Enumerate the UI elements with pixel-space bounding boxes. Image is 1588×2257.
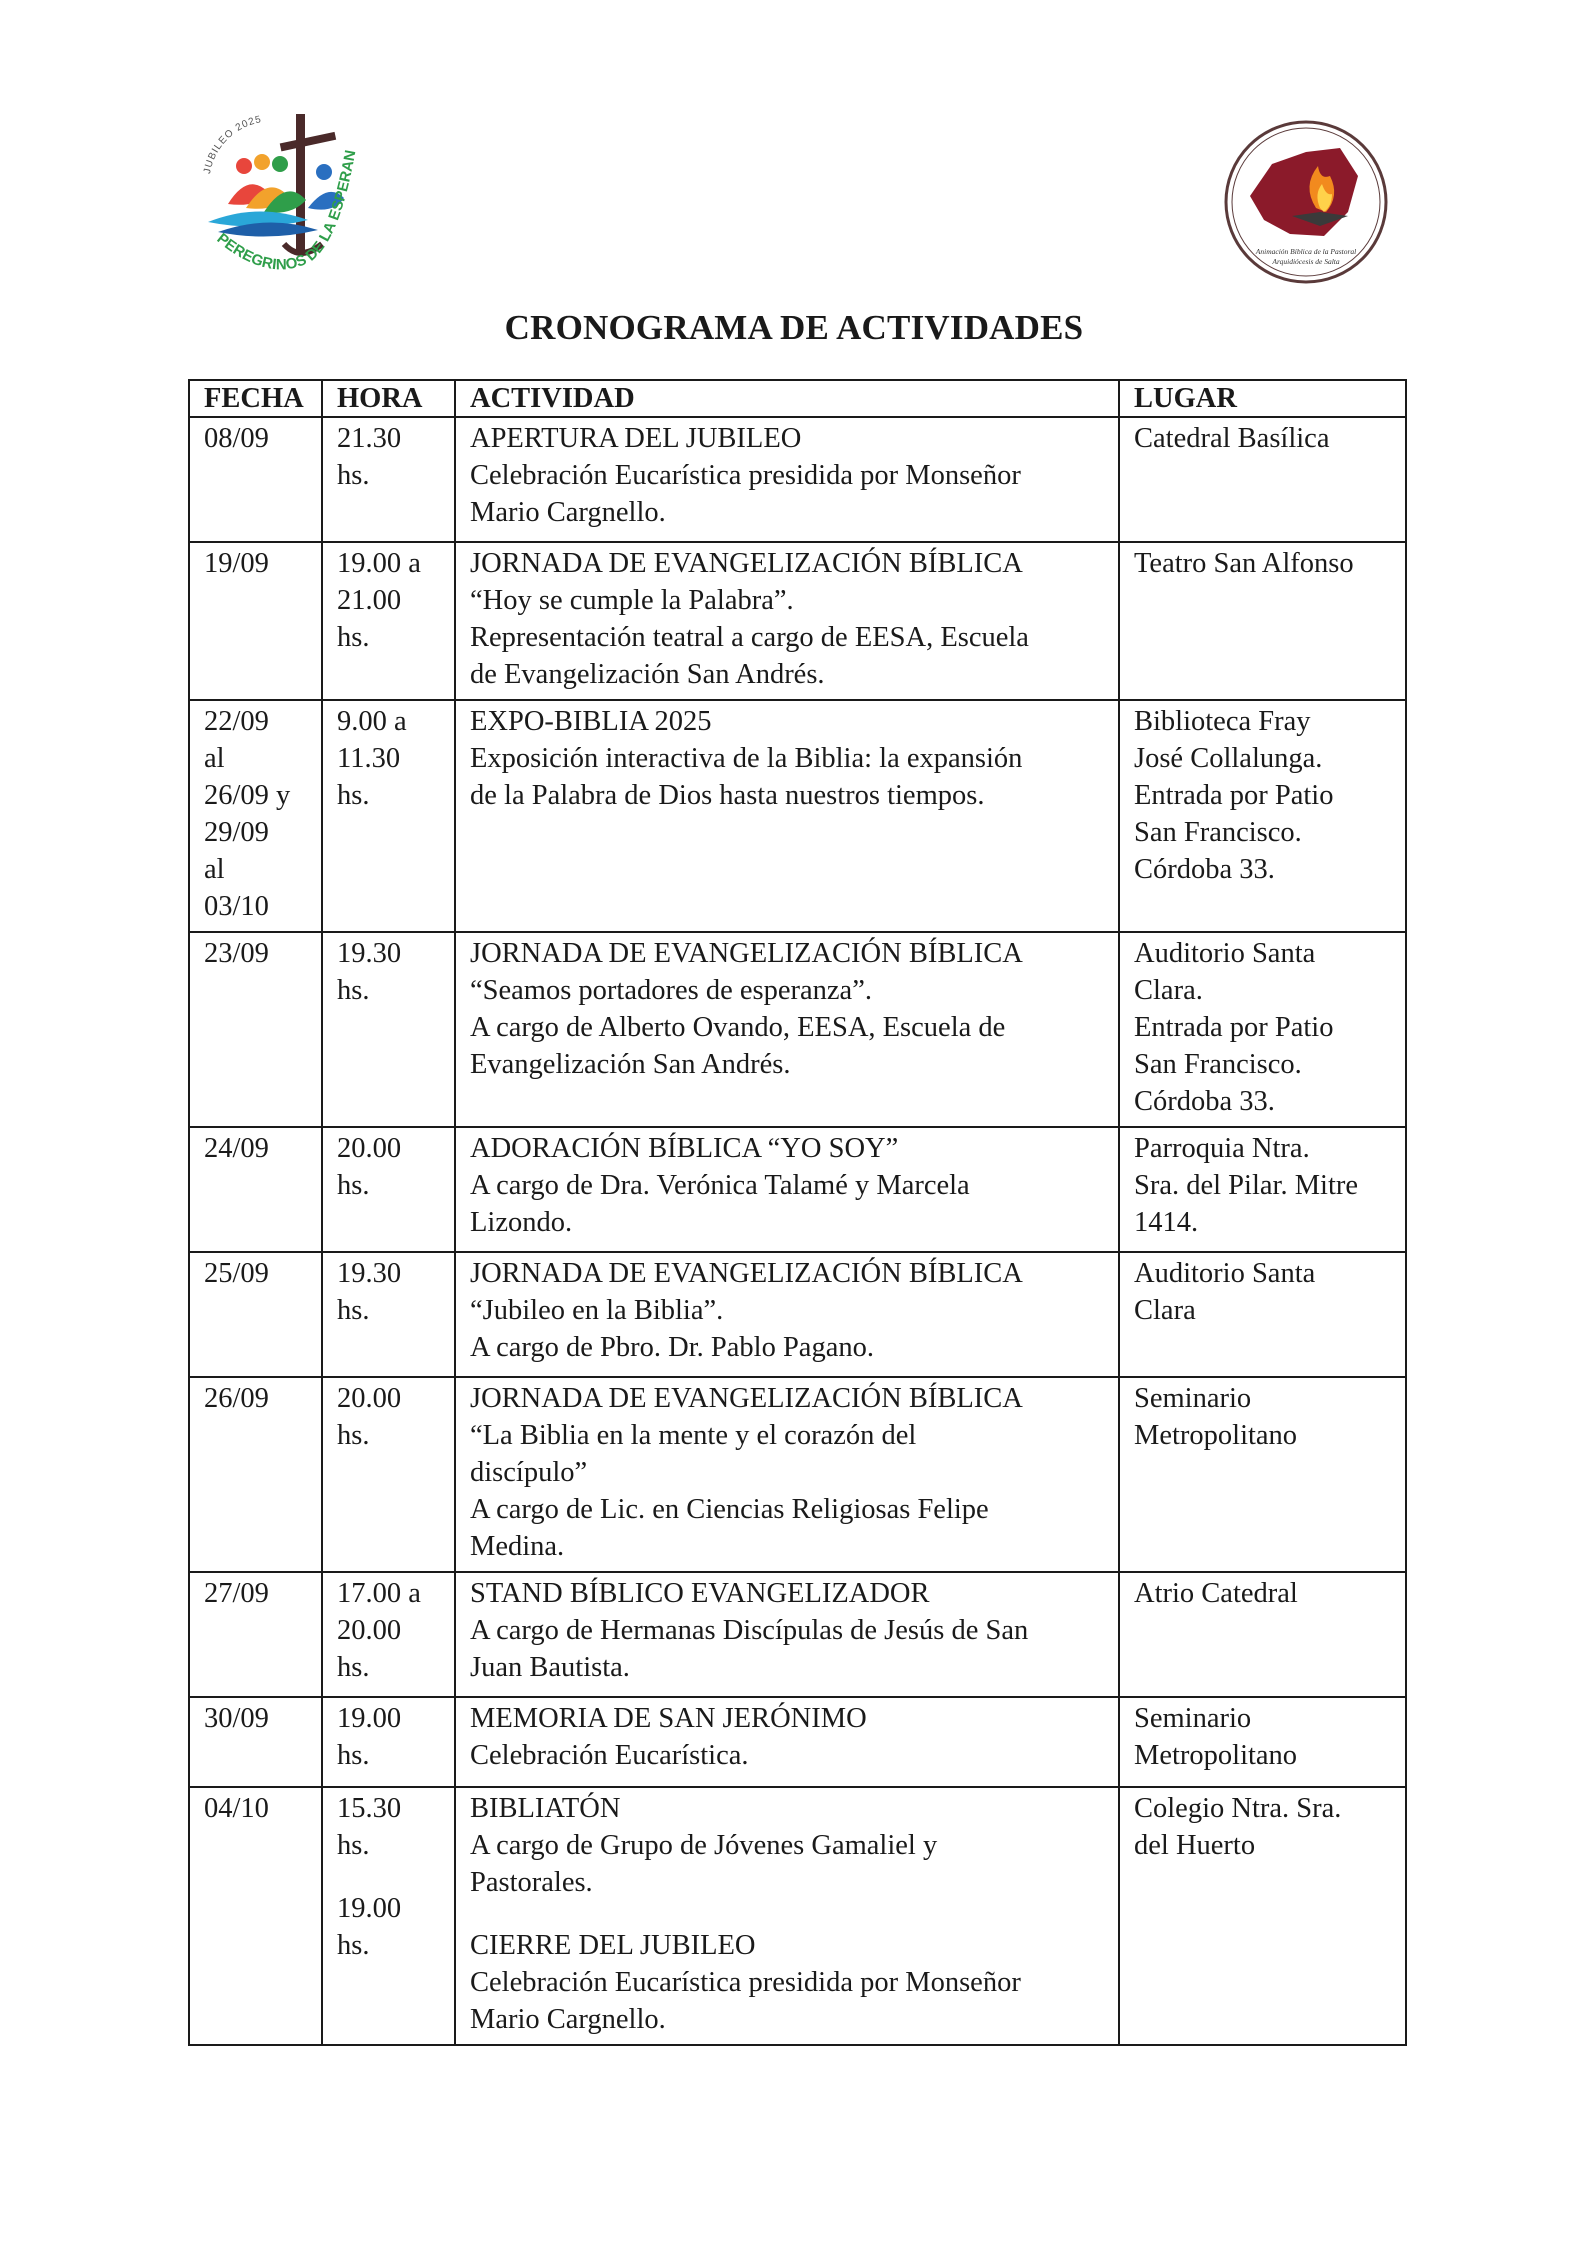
cell-line: 24/09 bbox=[204, 1133, 269, 1164]
cell-line: 20.00 bbox=[337, 1133, 402, 1164]
cell-line: Teatro San Alfonso bbox=[1134, 548, 1354, 579]
cell-line: 26/09 bbox=[204, 1383, 269, 1414]
cell-line: A cargo de Lic. en Ciencias Religiosas Felipe bbox=[470, 1494, 989, 1525]
table-row bbox=[189, 932, 1406, 1127]
cell-line: ADORACIÓN BÍBLICA “YO SOY” bbox=[470, 1133, 899, 1164]
cell-line: “La Biblia en la mente y el corazón del bbox=[470, 1420, 917, 1451]
cell-line: A cargo de Dra. Verónica Talamé y Marcela bbox=[470, 1170, 970, 1201]
cell-line: José Collalunga. bbox=[1134, 743, 1323, 774]
cell-line: 29/09 bbox=[204, 817, 269, 848]
cell-actividad bbox=[455, 1697, 1119, 1787]
cell-line: Celebración Eucarística presidida por Monseñor bbox=[470, 460, 1021, 491]
cell-line: JORNADA DE EVANGELIZACIÓN BÍBLICA bbox=[470, 938, 1023, 969]
cell-line: A cargo de Pbro. Dr. Pablo Pagano. bbox=[470, 1332, 874, 1363]
cell-hora bbox=[322, 1697, 455, 1787]
cell-line: Clara bbox=[1134, 1295, 1196, 1326]
cell-line: Seminario bbox=[1134, 1383, 1252, 1414]
cell-line: Representación teatral a cargo de EESA, Escuela bbox=[470, 622, 1029, 653]
cell-line: “Jubileo en la Biblia”. bbox=[470, 1295, 724, 1326]
table-row bbox=[189, 1252, 1406, 1377]
cell-fecha bbox=[189, 542, 322, 700]
cell-line: JORNADA DE EVANGELIZACIÓN BÍBLICA bbox=[470, 1383, 1023, 1414]
cell-actividad bbox=[455, 700, 1119, 932]
cell-line: Parroquia Ntra. bbox=[1134, 1133, 1310, 1164]
cell-lugar bbox=[1119, 542, 1406, 700]
cell-actividad bbox=[455, 542, 1119, 700]
cell-fecha bbox=[189, 1377, 322, 1572]
cell-fecha bbox=[189, 417, 322, 542]
cell-line: Medina. bbox=[470, 1531, 565, 1562]
cell-fecha bbox=[189, 1787, 322, 2045]
cell-line: Entrada por Patio bbox=[1134, 1012, 1334, 1043]
cell-lugar bbox=[1119, 1697, 1406, 1787]
cell-line: Mario Cargnello. bbox=[470, 497, 666, 528]
cell-line: 19.00 bbox=[337, 1893, 402, 1924]
cell-line: 20.00 bbox=[337, 1615, 402, 1646]
cell-line: Auditorio Santa bbox=[1134, 1258, 1316, 1289]
cell-line: 30/09 bbox=[204, 1703, 269, 1734]
cell-lugar bbox=[1119, 1787, 1406, 2045]
cell-line: Seminario bbox=[1134, 1703, 1252, 1734]
cell-fecha bbox=[189, 1127, 322, 1252]
cell-line: Córdoba 33. bbox=[1134, 1086, 1275, 1117]
biblical-pastoral-logo bbox=[1220, 116, 1392, 288]
table-row bbox=[189, 417, 1406, 542]
cell-hora bbox=[322, 542, 455, 700]
header-hora: HORA bbox=[322, 380, 455, 417]
cell-line: 21.00 bbox=[337, 585, 402, 616]
cell-lugar bbox=[1119, 1127, 1406, 1252]
cell-line: hs. bbox=[337, 1830, 370, 1861]
cell-line: Colegio Ntra. Sra. bbox=[1134, 1793, 1342, 1824]
cell-hora bbox=[322, 1572, 455, 1697]
cell-line: Celebración Eucarística. bbox=[470, 1740, 749, 1771]
cell-line: Evangelización San Andrés. bbox=[470, 1049, 791, 1080]
cell-line: hs. bbox=[337, 1170, 370, 1201]
cell-line: Biblioteca Fray bbox=[1134, 706, 1311, 737]
cell-line: hs. bbox=[337, 975, 370, 1006]
table-row bbox=[189, 700, 1406, 932]
cell-line: MEMORIA DE SAN JERÓNIMO bbox=[470, 1703, 867, 1734]
header-lugar: LUGAR bbox=[1119, 380, 1406, 417]
cell-line: Catedral Basílica bbox=[1134, 423, 1330, 454]
cell-line: 17.00 a bbox=[337, 1578, 421, 1609]
cell-hora bbox=[322, 1377, 455, 1572]
cell-fecha bbox=[189, 1252, 322, 1377]
activities-table bbox=[188, 379, 1407, 2046]
cell-line: A cargo de Alberto Ovando, EESA, Escuela de bbox=[470, 1012, 1006, 1043]
cell-line: de la Palabra de Dios hasta nuestros tiempos. bbox=[470, 780, 985, 811]
cell-line: 11.30 bbox=[337, 743, 401, 774]
cell-line: Atrio Catedral bbox=[1134, 1578, 1298, 1609]
cell-line: Celebración Eucarística presidida por Monseñor bbox=[470, 1967, 1021, 1998]
cell-actividad bbox=[455, 932, 1119, 1127]
cell-line: 25/09 bbox=[204, 1258, 269, 1289]
table-header-row bbox=[189, 380, 1406, 417]
cell-line: Exposición interactiva de la Biblia: la expansión bbox=[470, 743, 1023, 774]
cell-hora bbox=[322, 700, 455, 932]
cell-line: hs. bbox=[337, 1652, 370, 1683]
cell-line: 23/09 bbox=[204, 938, 269, 969]
cell-hora bbox=[322, 932, 455, 1127]
cell-line: hs. bbox=[337, 460, 370, 491]
cell-line: “Seamos portadores de esperanza”. bbox=[470, 975, 872, 1006]
cell-line: 19/09 bbox=[204, 548, 269, 579]
cell-line: Córdoba 33. bbox=[1134, 854, 1275, 885]
cell-lugar bbox=[1119, 1377, 1406, 1572]
cell-lugar bbox=[1119, 932, 1406, 1127]
cell-line: JORNADA DE EVANGELIZACIÓN BÍBLICA bbox=[470, 548, 1023, 579]
cell-hora bbox=[322, 1252, 455, 1377]
cell-hora bbox=[322, 1127, 455, 1252]
cell-lugar bbox=[1119, 700, 1406, 932]
cell-line: “Hoy se cumple la Palabra”. bbox=[470, 585, 794, 616]
cell-fecha bbox=[189, 932, 322, 1127]
cell-line: 04/10 bbox=[204, 1793, 269, 1824]
cell-fecha bbox=[189, 1697, 322, 1787]
cell-actividad bbox=[455, 1377, 1119, 1572]
table-row bbox=[189, 1377, 1406, 1572]
table-row bbox=[189, 1572, 1406, 1697]
cell-actividad bbox=[455, 1572, 1119, 1697]
header-fecha: FECHA bbox=[189, 380, 322, 417]
cell-line: Clara. bbox=[1134, 975, 1203, 1006]
table-row bbox=[189, 542, 1406, 700]
cell-line: 08/09 bbox=[204, 423, 269, 454]
cell-line: 9.00 a bbox=[337, 706, 407, 737]
cell-line: A cargo de Grupo de Jóvenes Gamaliel y bbox=[470, 1830, 938, 1861]
cell-line: 03/10 bbox=[204, 891, 269, 922]
cell-line: 15.30 bbox=[337, 1793, 402, 1824]
line-gap bbox=[337, 1864, 442, 1890]
cell-line: hs. bbox=[337, 1740, 370, 1771]
table-row bbox=[189, 1127, 1406, 1252]
cell-line: BIBLIATÓN bbox=[470, 1793, 621, 1824]
cell-line: 27/09 bbox=[204, 1578, 269, 1609]
jubilee-2025-logo bbox=[188, 112, 378, 284]
cell-line: Mario Cargnello. bbox=[470, 2004, 666, 2035]
cell-line: Lizondo. bbox=[470, 1207, 573, 1238]
cell-actividad bbox=[455, 1127, 1119, 1252]
cell-line: hs. bbox=[337, 622, 370, 653]
cell-lugar bbox=[1119, 1572, 1406, 1697]
cell-line: EXPO-BIBLIA 2025 bbox=[470, 706, 712, 737]
cell-line: del Huerto bbox=[1134, 1830, 1256, 1861]
table-row bbox=[189, 1787, 1406, 2045]
cell-line: APERTURA DEL JUBILEO bbox=[470, 423, 802, 454]
cell-fecha bbox=[189, 1572, 322, 1697]
cell-line: 19.30 bbox=[337, 938, 402, 969]
cell-line: JORNADA DE EVANGELIZACIÓN BÍBLICA bbox=[470, 1258, 1023, 1289]
cell-line: hs. bbox=[337, 1930, 370, 1961]
table-body bbox=[189, 417, 1406, 2045]
cell-line: Metropolitano bbox=[1134, 1420, 1298, 1451]
cell-lugar bbox=[1119, 417, 1406, 542]
cell-line: al bbox=[204, 854, 225, 885]
svg-text:Arquidiócesis de Salta: Arquidiócesis de Salta bbox=[1272, 257, 1340, 266]
cell-line: Pastorales. bbox=[470, 1867, 593, 1898]
cell-line: 20.00 bbox=[337, 1383, 402, 1414]
cell-lugar bbox=[1119, 1252, 1406, 1377]
cell-line: 26/09 y bbox=[204, 780, 291, 811]
cell-line: al bbox=[204, 743, 225, 774]
cell-line: 21.30 bbox=[337, 423, 402, 454]
cell-line: CIERRE DEL JUBILEO bbox=[470, 1930, 756, 1961]
table-row bbox=[189, 1697, 1406, 1787]
svg-text:JUBILEO 2025: JUBILEO 2025 bbox=[202, 114, 263, 175]
cell-line: discípulo” bbox=[470, 1457, 588, 1488]
cell-line: Entrada por Patio bbox=[1134, 780, 1334, 811]
cell-line: Metropolitano bbox=[1134, 1740, 1298, 1771]
cell-line: Juan Bautista. bbox=[470, 1652, 630, 1683]
cell-line: hs. bbox=[337, 1295, 370, 1326]
cell-line: 19.00 bbox=[337, 1703, 402, 1734]
cell-line: Sra. del Pilar. Mitre bbox=[1134, 1170, 1359, 1201]
cell-line: 19.00 a bbox=[337, 548, 421, 579]
cell-line: hs. bbox=[337, 1420, 370, 1451]
svg-text:Animación Bíblica de la Pastor: Animación Bíblica de la Pastoral bbox=[1255, 247, 1357, 256]
cell-line: San Francisco. bbox=[1134, 817, 1302, 848]
document-title: CRONOGRAMA DE ACTIVIDADES bbox=[504, 308, 1084, 347]
cell-actividad bbox=[455, 1252, 1119, 1377]
cell-line: 1414. bbox=[1134, 1207, 1199, 1238]
cell-line: STAND BÍBLICO EVANGELIZADOR bbox=[470, 1578, 930, 1609]
cell-line: hs. bbox=[337, 780, 370, 811]
cell-line: 19.30 bbox=[337, 1258, 402, 1289]
cell-hora bbox=[322, 1787, 455, 2045]
cell-fecha bbox=[189, 700, 322, 932]
svg-text:PEREGRINOS DE LA ESPERANZA: PEREGRINOS DE LA ESPERAN bbox=[213, 148, 360, 274]
cell-actividad bbox=[455, 417, 1119, 542]
cell-line: San Francisco. bbox=[1134, 1049, 1302, 1080]
cell-hora bbox=[322, 417, 455, 542]
cell-line: 22/09 bbox=[204, 706, 269, 737]
cell-line: A cargo de Hermanas Discípulas de Jesús de San bbox=[470, 1615, 1029, 1646]
cell-line: de Evangelización San Andrés. bbox=[470, 659, 825, 690]
cell-actividad bbox=[455, 1787, 1119, 2045]
cell-line: Auditorio Santa bbox=[1134, 938, 1316, 969]
header-actividad: ACTIVIDAD bbox=[455, 380, 1119, 417]
line-gap bbox=[470, 1901, 1106, 1927]
